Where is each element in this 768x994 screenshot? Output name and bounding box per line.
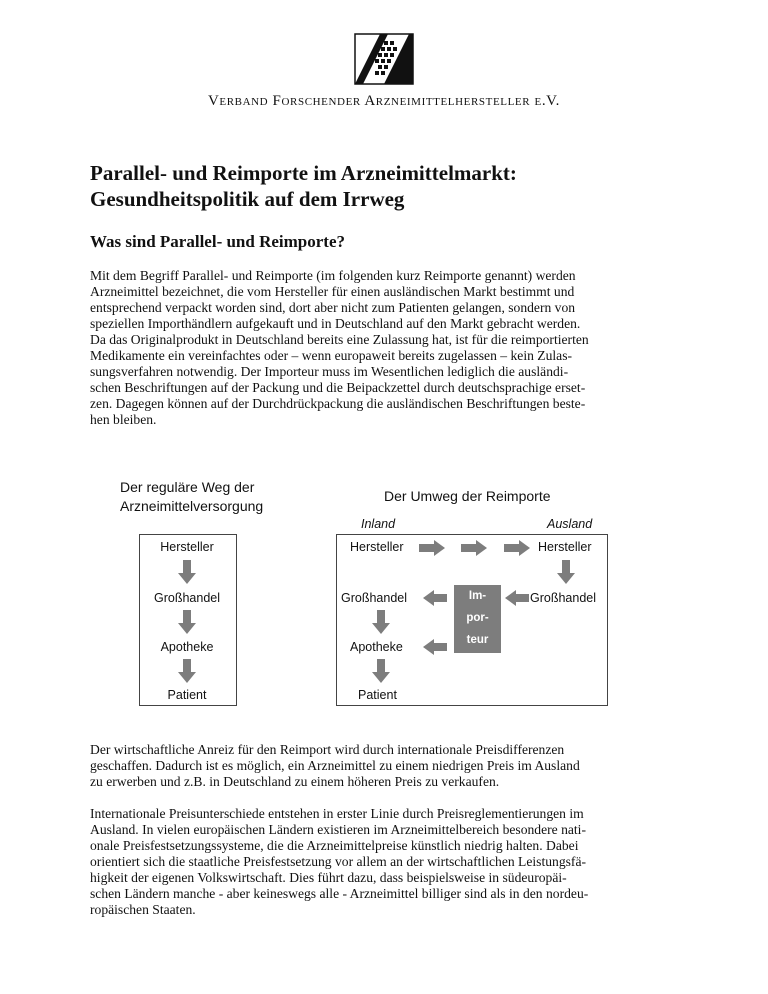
para3-line: schen Ländern manche - aber keineswegs alle - Arzneimittel billiger sind als in den nordeu- [90,886,589,901]
arrow-right-icon [461,540,487,556]
title-line-2: Gesundheitspolitik auf dem Irrweg [90,187,405,211]
para2-line: Der wirtschaftliche Anreiz für den Reimport wird durch internationale Preisdifferenzen [90,742,565,757]
arrow-down-icon [178,659,196,683]
vfa-logo-icon [354,33,414,85]
para1-line: sungsverfahren notwendig. Der Importeur muss im Wesentlichen lediglich die ausländi- [90,364,569,379]
ausland-grosshandel-label: Großhandel [530,591,597,605]
para1-line: Mit dem Begriff Parallel- und Reimporte (im folgenden kurz Reimporte genannt) werden [90,268,576,283]
left-grosshandel-label: Großhandel [153,591,220,605]
para2-line: zu erwerben und z.B. in Deutschland zu einem höheren Preis zu verkaufen. [90,774,500,789]
organization-name: Verband Forschender Arzneimittelhersteller e.V. [207,93,561,109]
para1-line: schen Beschriftungen auf der Packung und die Beipackzettel durch deutschsprachige erset- [90,380,586,395]
importeur-box [454,585,501,653]
inland-grosshandel-label: Großhandel [341,591,408,605]
para1-line: Arzneimittel bezeichnet, die vom Hersteller für einen ausländischen Markt bestimmt und [90,284,575,299]
para3-line: higkeit der eigenen Volkswirtschaft. Dies führt dazu, dass beispielsweise in südeuropäi- [90,870,567,885]
inland-hersteller-label: Hersteller [350,540,404,554]
arrow-down-icon [178,610,196,634]
para1-line: hen bleiben. [90,412,157,427]
arrow-down-icon [178,560,196,584]
para1-line: Medikamente ein vereinfachtes oder – wenn europaweit bereits zugelassen – kein Zulas- [90,348,573,363]
regular-heading-line-1: Der reguläre Weg der [120,479,255,495]
arrow-right-icon [504,540,530,556]
left-patient-label: Patient [167,688,207,702]
para3-line: orientiert sich die staatliche Preisfestsetzung vor allem an der wirtschaftlichen Leistungsfä- [90,854,586,869]
reimport-path-heading: Der Umweg der Reimporte [384,488,551,504]
title-line-1: Parallel- und Reimporte im Arzneimittelmarkt: [90,161,517,185]
ausland-label: Ausland [547,517,593,531]
para1-line: zen. Dagegen können auf der Durchdrückpackung die ausländischen Beschriftungen beste- [90,396,586,411]
arrow-down-icon [372,659,390,683]
arrow-right-icon [419,540,445,556]
para1-line: Da das Originalprodukt in Deutschland bereits eine Zulassung hat, ist für die reimportierten [90,332,589,347]
inland-patient-label: Patient [358,688,397,702]
arrow-down-icon [372,610,390,634]
para2-line: geschaffen. Dadurch ist es möglich, ein Arzneimittel zu einem niedrigen Preis im Ausland [90,758,580,773]
paragraph-1 [90,268,690,428]
article-title [90,160,690,212]
section-subtitle: Was sind Parallel- und Reimporte? [90,232,346,251]
paragraph-2 [90,742,690,790]
para3-line: Internationale Preisunterschiede entstehen in erster Linie durch Preisreglementierungen im [90,806,584,821]
left-apotheke-label: Apotheke [160,640,214,654]
para3-line: ropäischen Staaten. [90,902,196,917]
importeur-part: Im- [468,590,487,602]
inland-apotheke-label: Apotheke [350,640,403,654]
ausland-hersteller-label: Hersteller [538,540,592,554]
para1-line: speziellen Importhändlern aufgekauft und in Deutschland auf den Markt gebracht werden. [90,316,581,331]
regular-heading-line-2: Arzneimittelversorgung [120,498,264,514]
arrow-left-icon [423,590,447,606]
regular-path-heading [120,478,263,516]
para3-line: onale Preisfestsetzungssysteme, die die Arzneimittelpreise künstlich niedrig halten. Dabei [90,838,579,853]
importeur-part: teur [466,634,489,646]
inland-label: Inland [361,517,396,531]
arrow-down-icon [557,560,575,584]
importeur-part: por- [466,612,489,624]
arrow-left-icon [423,639,447,655]
para3-line: Ausland. In vielen europäischen Ländern existieren im Arzneimittelbereich besondere nati- [90,822,586,837]
para1-line: entsprechend verpackt worden sind, dort aber nicht zum Patienten gelangen, sondern von [90,300,576,315]
arrow-left-icon [505,590,529,606]
paragraph-3 [90,806,690,918]
left-hersteller-label: Hersteller [160,540,214,554]
